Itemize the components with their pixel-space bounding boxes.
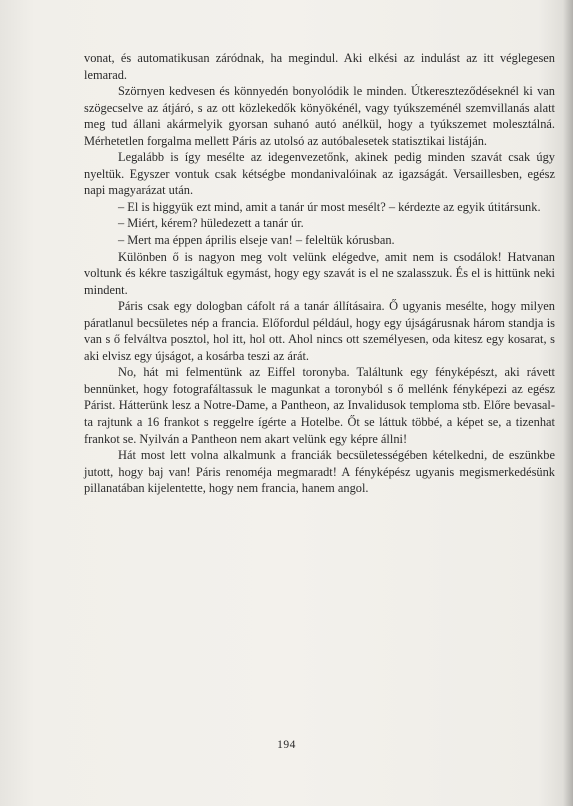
paragraph-6: – Mert ma éppen április elseje van! – feleltük kórusban.: [118, 233, 395, 248]
paragraph-7: Különben ő is nagyon meg volt velünk elégedve, amit nem is csodálok! Hatvanan voltunk és kékre taszigáltuk egymást, hogy egy szavát is el ne szalasszuk. És el is hittünk neki mindent.: [84, 249, 555, 297]
paragraph-5: – Miért, kérem? hüledezett a tanár úr.: [118, 216, 304, 231]
paragraph-1: vonat, és automatikusan záródnak, ha megindul. Aki elkési az indulást az itt véglegesen lemarad.: [84, 51, 555, 82]
body-text: [84, 50, 555, 497]
paragraph-9: No, hát mi felmentünk az Eiffel toronyba. Találtunk egy fényképészt, aki rávett bennünket, hogy fotografáltassuk le magunkat a toronyból s ő mellénk fényképezi az egész Párist. Hátterünk lesz a Notre-Dame, a Pantheon, az Invalidusok temploma stb. Előre bevasalta rajtunk a 16 frankot s reggelre ígérte a Hotelbe. Őt se láttuk többé, a képet se, a tizenhat frankot se. Nyilván a Pantheon nem akart velünk egy képre állni!: [84, 365, 555, 446]
page-number: 194: [277, 739, 296, 751]
paragraph-10: Hát most lett volna alkalmunk a franciák becsületességében kételkedni, de eszünkbe jutott, hogy baj van! Páris renoméja megmaradt! A fényképész ugyanis megismerkedésünk pillanatában kijelentette, hogy nem francia, hanem angol.: [84, 448, 555, 496]
paragraph-8: Páris csak egy dologban cáfolt rá a tanár állításaira. Ő ugyanis mesélte, hogy milyen páratlanul becsületes nép a francia. Előfordul például, hogy egy újságárusnak három standja is van s ő felváltva posztol, hol itt, hol ott. Ahol nincs ott személyesen, oda kitesz egy kosarat, s aki elvisz egy újságot, a kosárba teszi az árát.: [84, 299, 555, 363]
paragraph-2: Szörnyen kedvesen és könnyedén bonyolódik le minden. Útkereszteződéseknél ki van szögecselve az átjáró, s az ott közlekedők könyökénél, vagy tyúkszeménél szemvillanás alatt meg tud állani akármelyik gyorsan suhanó autó anélkül, hogy a tyúkszemet molesztálná. Mérhetetlen forgalma mellett Páris az utolsó az autóbalesetek statisztikai listáján.: [84, 84, 555, 148]
page-edge-shadow: [563, 0, 573, 806]
paragraph-3: Legalább is így mesélte az idegenvezetőnk, akinek pedig minden szavát csak úgy nyeltük. Egyszer vontuk csak kétségbe mondanivalóinak az igazságát. Versaillesben, egész napi magyarázat után.: [84, 150, 555, 198]
paragraph-4: – El is higgyük ezt mind, amit a tanár úr most mesélt? – kérdezte az egyik útitársunk.: [118, 199, 541, 214]
